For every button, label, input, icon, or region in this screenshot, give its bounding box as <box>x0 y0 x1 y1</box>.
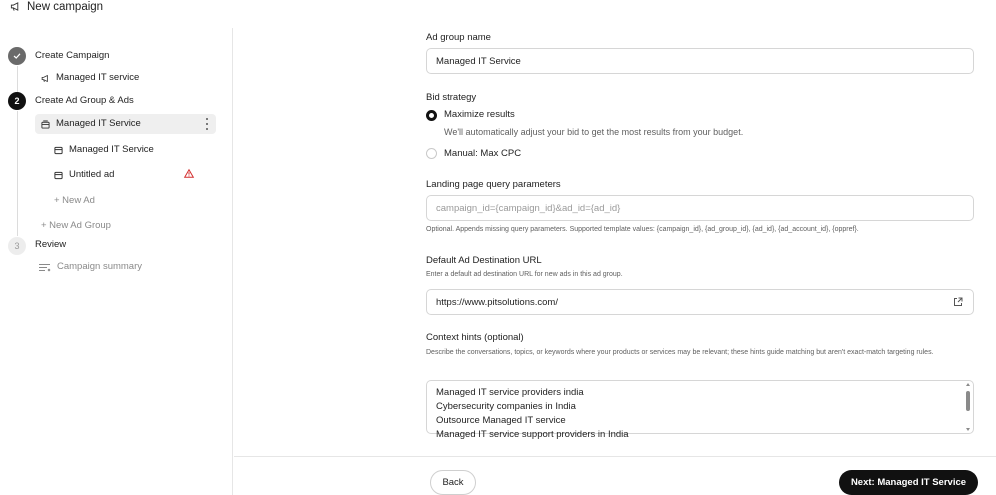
landing-params-input[interactable] <box>426 195 974 221</box>
footer-bar <box>234 456 996 495</box>
step-2-number: 2 <box>8 92 26 110</box>
destination-url-label: Default Ad Destination URL <box>426 255 542 266</box>
summary-icon <box>38 263 51 272</box>
context-hint-line: Managed IT service support providers in India <box>436 429 629 440</box>
context-hints-label: Context hints (optional) <box>426 332 524 343</box>
next-button[interactable]: Next: Managed IT Service <box>839 470 978 495</box>
top-bar <box>0 0 996 14</box>
sidebar-stepper <box>0 28 233 495</box>
landing-params-help: Optional. Appends missing query parameters. Supported template values: {campaign_id}, {ad_group_id}, {ad_id}, {ad_account_id}, {oppref}. <box>426 226 859 233</box>
ad-group-name-label: Ad group name <box>426 32 491 43</box>
sidebar-item-campaign-summary[interactable] <box>38 261 142 273</box>
sidebar-item-ad[interactable] <box>54 169 114 181</box>
destination-url-value: https://www.pitsolutions.com/ <box>436 296 558 308</box>
sidebar-item-ad[interactable] <box>54 144 154 156</box>
ad-group-name-input[interactable] <box>426 48 974 74</box>
scrollbar-thumb[interactable] <box>966 391 970 411</box>
back-button[interactable]: Back <box>430 470 476 495</box>
sidebar-item-label: Untitled ad <box>69 169 115 180</box>
ad-group-form <box>234 28 996 456</box>
maximize-results-label[interactable]: Maximize results <box>444 109 515 120</box>
step-3-number: 3 <box>8 237 26 255</box>
manual-max-cpc-label[interactable]: Manual: Max CPC <box>444 148 522 159</box>
step-review[interactable]: Review <box>35 239 67 250</box>
ad-group-icon <box>41 120 50 129</box>
new-ad-group-label: + New Ad Group <box>41 220 111 231</box>
scroll-up-arrow[interactable] <box>966 383 970 386</box>
bid-strategy-label: Bid strategy <box>426 92 477 103</box>
destination-url-help: Enter a default ad destination URL for new ads in this ad group. <box>426 271 623 278</box>
landing-params-label: Landing page query parameters <box>426 179 561 190</box>
more-options-icon[interactable] <box>205 118 209 130</box>
sidebar-item-ad-group[interactable] <box>41 118 141 130</box>
step-1-check-icon <box>8 47 26 65</box>
external-link-icon[interactable] <box>953 297 963 307</box>
context-hints-textarea[interactable] <box>426 380 974 440</box>
maximize-results-description: We'll automatically adjust your bid to get the most results from your budget. <box>444 127 744 137</box>
scroll-down-arrow[interactable] <box>966 428 970 431</box>
sidebar-item-label: Campaign summary <box>57 261 142 272</box>
megaphone-icon <box>41 74 50 83</box>
megaphone-icon <box>10 1 21 12</box>
sidebar-item-campaign[interactable] <box>41 72 139 84</box>
ad-card-icon <box>54 146 63 155</box>
step-create-campaign[interactable]: Create Campaign <box>35 50 110 61</box>
new-ad-group-button[interactable] <box>41 220 111 232</box>
radio-maximize-results[interactable] <box>426 110 437 121</box>
radio-manual-max-cpc[interactable] <box>426 148 437 159</box>
sidebar-item-label: Managed IT service <box>56 72 140 83</box>
ad-card-icon <box>54 171 63 180</box>
context-hint-line: Managed IT service providers india <box>436 387 584 398</box>
sidebar-item-label: Managed IT Service <box>56 118 141 129</box>
destination-url-input[interactable] <box>426 289 974 315</box>
page-title: New campaign <box>27 1 104 13</box>
context-hints-help: Describe the conversations, topics, or keywords where your products or services may be relevant; these hints guide matching but aren't exact-match targeting rules. <box>426 349 934 356</box>
step-connector <box>17 111 18 236</box>
sidebar-item-label: Managed IT Service <box>69 144 154 155</box>
step-create-ad-group[interactable]: Create Ad Group & Ads <box>35 95 134 106</box>
new-ad-button[interactable] <box>54 195 95 207</box>
ad-group-name-value: Managed IT Service <box>436 55 521 67</box>
landing-params-placeholder: campaign_id={campaign_id}&ad_id={ad_id} <box>436 202 621 214</box>
context-hint-line: Outsource Managed IT service <box>436 415 566 426</box>
new-ad-label: + New Ad <box>54 195 95 206</box>
context-hint-line: Cybersecurity companies in India <box>436 401 576 412</box>
warning-icon <box>184 169 194 178</box>
step-connector <box>17 66 18 92</box>
